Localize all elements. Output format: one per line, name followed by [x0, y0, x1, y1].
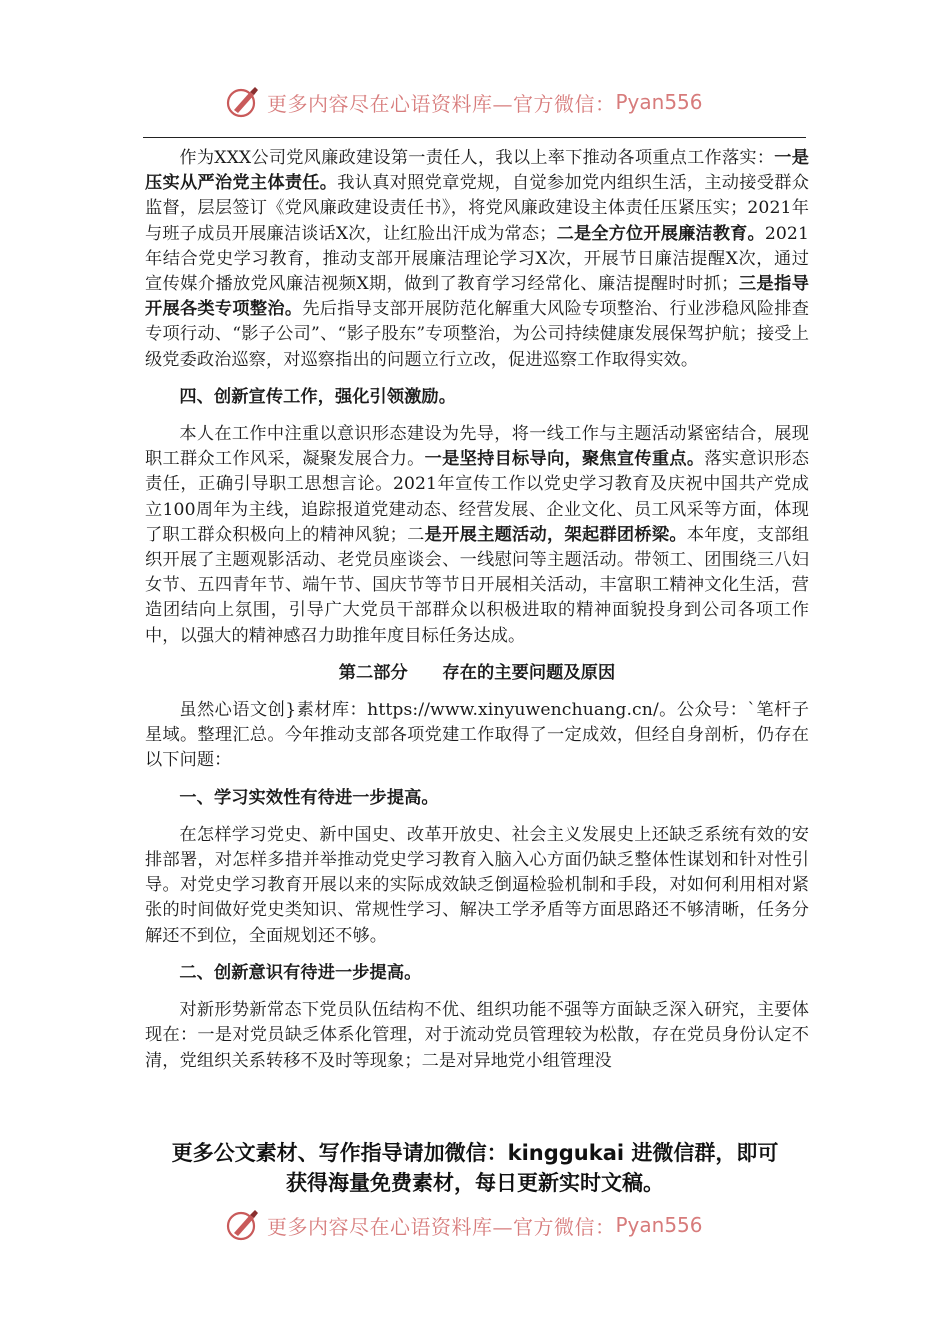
- paragraph: 对新形势新常态下党员队伍结构不优、组织功能不强等方面缺乏深入研究，主要体现在：一是对党员缺乏体系化管理，对于流动党员管理较为松散，存在党员身份认定不清，党组织关系转移不及时等现象；二是对异地党小组管理没: [145, 1000, 809, 1071]
- section-heading-4: 四、创新宣传工作，强化引领激励。: [179, 386, 456, 407]
- paragraph: 本人在工作中注重以意识形态建设为先导，将一线工作与主题活动紧密结合，展现职工群众工作风采，凝聚发展合力。一是坚持目标导向，聚焦宣传重点。落实意识形态责任，正确引导职工思想言论。2021年宣传工作以党史学习教育及庆祝中国共产党成立100周年为主线，追踪报道党建动态、经营发展、企业文化、员工风采等方面，体现了职工群众积极向上的精神风貌；二是开展主题活动，架起群团桥梁。本年度，支部组织开展了主题观影活动、老党员座谈会、一线慰问等主题活动。带领工、团围绕三八妇女节、五四青年节、端午节、国庆节等节日开展相关活动，丰富职工精神文化生活，营造团结向上氛围，引导广大党员干部群众以积极进取的精神面貌投身到公司各项工作中，以强大的精神感召力助推年度目标任务达成。: [145, 424, 809, 646]
- document-body: [145, 146, 809, 1074]
- paragraph: 作为XXX公司党风廉政建设第一责任人，我以上率下推动各项重点工作落实：一是压实从严治党主体责任。我认真对照党章党规，自觉参加党内组织生活，主动接受群众监督，层层签订《党风廉政建设责任书》，将党风廉政建设主体责任压紧压实；2021年与班子成员开展廉洁谈话X次，让红脸出汗成为常态；二是全方位开展廉洁教育。2021年结合党史学习教育，推动支部开展廉洁理论学习X次，开展节日廉洁提醒X次，通过宣传媒介播放党风廉洁视频X期，做到了教育学习经常化、廉洁提醒时时抓；三是指导开展各类专项整治。先后指导支部开展防范化解重大风险专项整治、行业涉稳风险排查专项行动、“影子公司”、“影子股东”专项整治，为公司持续健康发展保驾护航；接受上级党委政治巡察，对巡察指出的问题立行立改，促进巡察工作取得实效。: [145, 148, 810, 370]
- paragraph: 虽然心语文创}素材库：https://www.xinyuwenchuang.cn/。公众号：`笔杆子星域。整理汇总。今年推动支部各项党建工作取得了一定成效，但经自身剖析，仍存在以下问题：: [145, 700, 809, 771]
- watermark-text: 更多内容尽在心语资料库—官方微信：: [267, 1214, 616, 1239]
- watermark-text: 更多内容尽在心语资料库—官方微信：: [267, 91, 616, 116]
- watermark-wechat-id: Pyan556: [615, 90, 703, 114]
- promo-line-2: 获得海量免费素材，每日更新实时文稿。: [286, 1171, 664, 1195]
- header-watermark: [225, 84, 703, 120]
- watermark-wechat-id: Pyan556: [615, 1213, 703, 1237]
- promo-banner: [140, 1138, 810, 1198]
- issue-heading-2: 二、创新意识有待进一步提高。: [179, 962, 422, 983]
- header-rule: [143, 137, 806, 138]
- pen-logo-icon: [225, 1207, 261, 1243]
- part-two-title: 第二部分 存在的主要问题及原因: [338, 662, 616, 683]
- footer-watermark: [225, 1207, 703, 1243]
- paragraph: 在怎样学习党史、新中国史、改革开放史、社会主义发展史上还缺乏系统有效的安排部署，对怎样多措并举推动党史学习教育入脑入心方面仍缺乏整体性谋划和针对性引导。对党史学习教育开展以来的实际成效缺乏倒逼检验机制和手段，对如何利用相对紧张的时间做好党史类知识、常规性学习、解决工学矛盾等方面思路还不够清晰，任务分解还不到位，全面规划还不够。: [145, 824, 809, 946]
- issue-heading-1: 一、学习实效性有待进一步提高。: [179, 787, 439, 808]
- promo-line-1: 更多公文素材、写作指导请加微信：kinggukai 进微信群，即可: [171, 1141, 779, 1165]
- pen-logo-icon: [225, 84, 261, 120]
